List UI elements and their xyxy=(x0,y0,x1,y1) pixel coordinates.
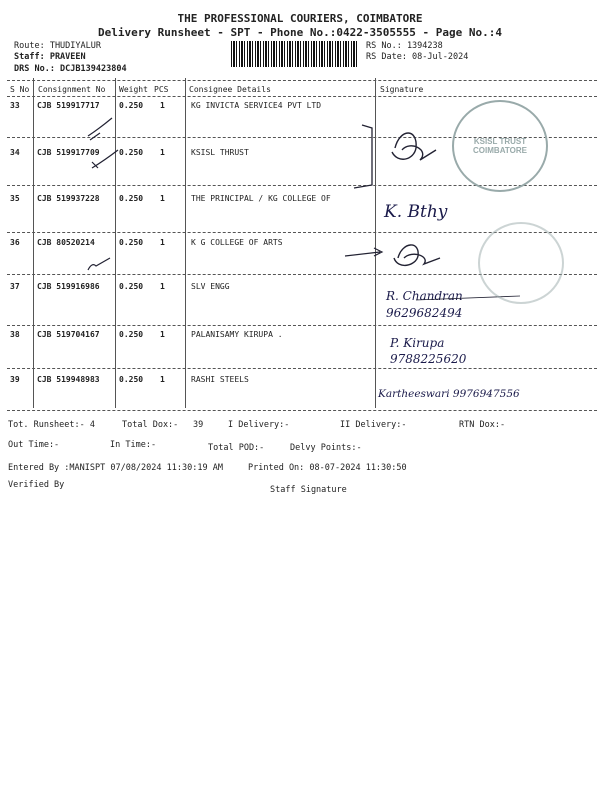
row-sno: 38 xyxy=(10,330,20,339)
row-consignment: CJB 519916986 xyxy=(37,282,100,291)
company-name: THE PROFESSIONAL COURIERS, COIMBATORE xyxy=(177,12,423,25)
row-weight: 0.250 xyxy=(119,148,144,157)
row-sno: 39 xyxy=(10,375,20,384)
staff-signature: Staff Signature xyxy=(270,485,347,495)
rs-date: RS Date: 08-Jul-2024 xyxy=(366,52,469,62)
row-consignment: CJB 519937228 xyxy=(37,194,100,203)
row-sno: 33 xyxy=(10,101,20,110)
col-consignment: Consignment No xyxy=(38,85,106,94)
row-sno: 37 xyxy=(10,282,20,291)
row-weight: 0.250 xyxy=(119,375,144,384)
row-sno: 36 xyxy=(10,238,20,247)
row-consignee: KG INVICTA SERVICE4 PVT LTD xyxy=(191,101,322,110)
row-pcs: 1 xyxy=(160,282,165,291)
row-consignee: THE PRINCIPAL / KG COLLEGE OF xyxy=(191,194,331,203)
row-weight: 0.250 xyxy=(119,194,144,203)
total-dox-value: 39 xyxy=(193,420,204,430)
row-weight: 0.250 xyxy=(119,238,144,247)
delvy-points: Delvy Points:- xyxy=(290,443,362,453)
row-signature: K. Bthy xyxy=(384,202,448,222)
rtn-dox: RTN Dox:- xyxy=(459,420,506,430)
col-weight: Weight xyxy=(119,85,148,94)
row-consignment: CJB 80520214 xyxy=(37,238,95,247)
col-pcs: PCS xyxy=(154,85,169,94)
ii-delivery: II Delivery:- xyxy=(340,420,407,430)
row-weight: 0.250 xyxy=(119,101,144,110)
verified-by: Verified By xyxy=(8,480,65,490)
col-consignee: Consignee Details xyxy=(189,85,271,94)
runsheet-subtitle: Delivery Runsheet - SPT - Phone No.:0422-3505555 - Page No.:4 xyxy=(98,26,502,39)
trust-stamp: KSISL TRUST COIMBATORE xyxy=(452,100,548,192)
row-pcs: 1 xyxy=(160,101,165,110)
staff-label: Staff: PRAVEEN xyxy=(14,52,86,62)
col-signature: Signature xyxy=(380,85,424,94)
row-consignee: K G COLLEGE OF ARTS xyxy=(191,238,283,247)
row-consignee: KSISL THRUST xyxy=(191,148,249,157)
row-signature: Kartheeswari 9976947556 xyxy=(378,388,520,400)
entered-by: Entered By :MANISPT 07/08/2024 11:30:19 AM xyxy=(8,463,223,473)
trust-stamp-faint xyxy=(478,222,564,304)
route-label: Route: THUDIYALUR xyxy=(14,41,101,51)
row-consignee: RASHI STEELS xyxy=(191,375,249,384)
out-time: Out Time:- xyxy=(8,440,60,450)
row-weight: 0.250 xyxy=(119,282,144,291)
row-consignment: CJB 519948983 xyxy=(37,375,100,384)
printed-on: Printed On: 08-07-2024 11:30:50 xyxy=(248,463,407,473)
row-pcs: 1 xyxy=(160,194,165,203)
row-sno: 35 xyxy=(10,194,20,203)
row-consignment: CJB 519704167 xyxy=(37,330,100,339)
i-delivery: I Delivery:- xyxy=(228,420,290,430)
drs-number: DRS No.: DCJB139423804 xyxy=(14,64,127,74)
tot-runsheet: Tot. Runsheet:- 4 xyxy=(8,420,95,430)
rs-number: RS No.: 1394238 xyxy=(366,41,443,51)
row-weight: 0.250 xyxy=(119,330,144,339)
row-consignment: CJB 519917717 xyxy=(37,101,100,110)
col-sno: S No xyxy=(10,85,30,94)
row-pcs: 1 xyxy=(160,238,165,247)
row-pcs: 1 xyxy=(160,375,165,384)
row-pcs: 1 xyxy=(160,330,165,339)
row-sno: 34 xyxy=(10,148,20,157)
row-consignee: PALANISAMY KIRUPA . xyxy=(191,330,283,339)
row-consignment: CJB 519917709 xyxy=(37,148,100,157)
row-pcs: 1 xyxy=(160,148,165,157)
total-pod: Total POD:- xyxy=(208,443,265,453)
in-time: In Time:- xyxy=(110,440,157,450)
row-signature: P. Kirupa 9788225620 xyxy=(390,336,467,366)
row-consignee: SLV ENGG xyxy=(191,282,230,291)
row-signature: R. Chandran 9629682494 xyxy=(386,289,463,320)
total-dox-label: Total Dox:- xyxy=(122,420,179,430)
